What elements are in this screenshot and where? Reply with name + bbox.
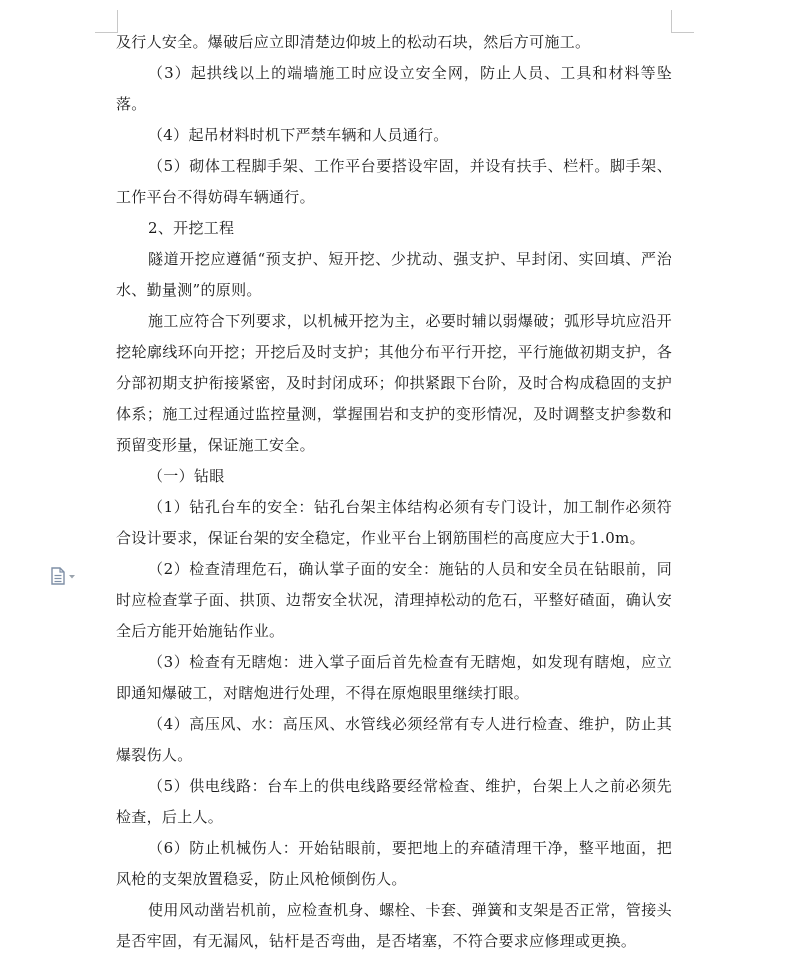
paragraph: （5）砌体工程脚手架、工作平台要搭设牢固，并设有扶手、栏杆。脚手架、工作平台不得妨碍车辆通行。 [116, 157, 672, 206]
paragraph: 使用风动凿岩机前，应检查机身、螺栓、卡套、弹簧和支架是否正常，管接头是否牢固，有无漏风，钻杆是否弯曲，是否堵塞，不符合要求应修理或更换。 [116, 901, 672, 950]
page-corner-mark-top-right [671, 10, 694, 33]
paragraph: （2）检查清理危石，确认掌子面的安全：施钻的人员和安全员在钻眼前，同时应检查掌子面、拱顶、边帮安全状况，清理掉松动的危石，平整好碴面，确认安全后方能开始施钻作业。 [116, 560, 672, 640]
paragraph: （4）高压风、水：高压风、水管线必须经常有专人进行检查、维护，防止其爆裂伤人。 [116, 715, 672, 764]
paragraph: （3）检查有无瞎炮：进入掌子面后首先检查有无瞎炮，如发现有瞎炮，应立即通知爆破工，对瞎炮进行处理，不得在原炮眼里继续打眼。 [116, 653, 672, 702]
subsection-heading: （一）钻眼 [148, 467, 225, 485]
document-icon[interactable] [49, 567, 79, 585]
paragraph: （4）起吊材料时机下严禁车辆和人员通行。 [148, 126, 449, 144]
section-heading: 2、开挖工程 [148, 219, 235, 237]
chevron-down-icon [69, 575, 75, 579]
page-corner-mark-top-left [95, 10, 118, 33]
document-body [116, 27, 672, 957]
paragraph: （3）起拱线以上的端墙施工时应设立安全网，防止人员、工具和材料等坠落。 [116, 64, 672, 113]
paragraph: 及行人安全。爆破后应立即清楚边仰坡上的松动石块，然后方可施工。 [116, 33, 591, 51]
paragraph: 施工应符合下列要求，以机械开挖为主，必要时辅以弱爆破；弧形导坑应沿开挖轮廓线环向开挖；开挖后及时支护；其他分布平行开挖，平行施做初期支护，各分部初期支护衔接紧密，及时封闭成环；仰拱紧跟下台阶，及时合构成稳固的支护体系；施工过程通过监控量测，掌握围岩和支护的变形情况，及时调整支护参数和预留变形量，保证施工安全。 [116, 312, 672, 454]
paragraph: 隧道开挖应遵循“预支护、短开挖、少扰动、强支护、早封闭、实回填、严治水、勤量测”的原则。 [116, 250, 672, 299]
document-icon-graphic [49, 567, 79, 585]
paragraph: （6）防止机械伤人：开始钻眼前，要把地上的弃碴清理干净，整平地面，把风枪的支架放置稳妥，防止风枪倾倒伤人。 [116, 839, 672, 888]
paragraph: （5）供电线路：台车上的供电线路要经常检查、维护，台架上人之前必须先检查，后上人。 [116, 777, 672, 826]
paragraph: （1）钻孔台车的安全：钻孔台架主体结构必须有专门设计，加工制作必须符合设计要求，保证台架的安全稳定，作业平台上钢筋围栏的高度应大于1.0m。 [116, 498, 672, 547]
